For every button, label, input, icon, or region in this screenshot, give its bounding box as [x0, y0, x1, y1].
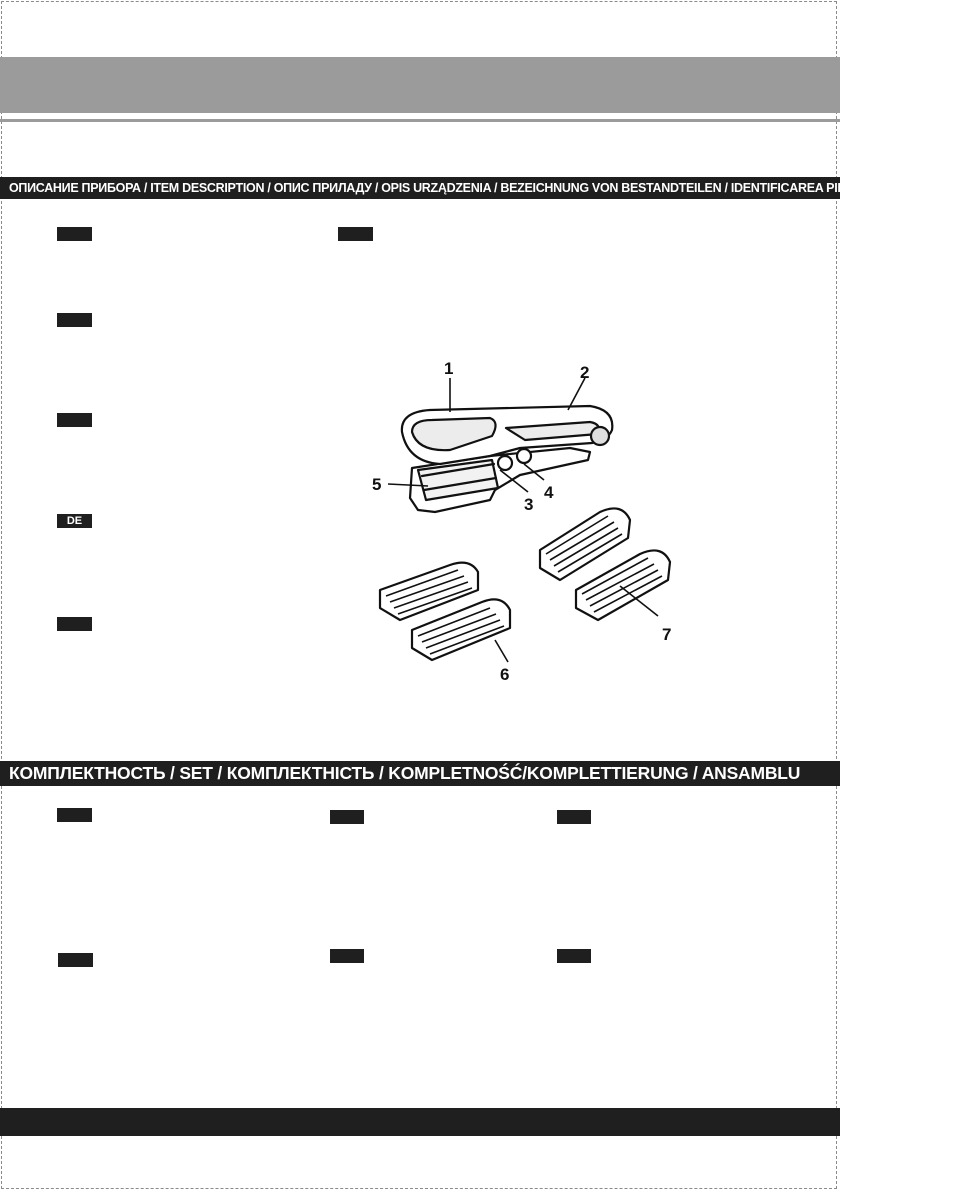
- lang-badge: [330, 949, 364, 963]
- footer-band: [0, 1108, 840, 1136]
- lang-badge: [57, 808, 92, 822]
- lang-badge: [57, 227, 92, 241]
- callout-5: 5: [372, 475, 382, 494]
- crimper-diagram: [340, 340, 740, 690]
- lang-badge-de: DE: [57, 514, 92, 528]
- lang-badge: [57, 617, 92, 631]
- lang-badge: [338, 227, 373, 241]
- callout-4: 4: [544, 483, 554, 502]
- power-button: [498, 456, 512, 470]
- callout-3: 3: [524, 495, 534, 514]
- lang-badge: [57, 413, 92, 427]
- callout-6: 6: [500, 665, 510, 684]
- lang-badge: [58, 953, 93, 967]
- lang-badge: [57, 313, 92, 327]
- header-rule: [0, 119, 840, 122]
- lang-badge: [557, 949, 591, 963]
- callout-2: 2: [580, 363, 590, 382]
- lang-badge: [557, 810, 591, 824]
- item-description-heading: ОПИСАНИЕ ПРИБОРА / ITEM DESCRIPTION / ОПИС ПРИЛАДУ / OPIS URZĄDZENIA / BEZEICHNUNG VON BESTANDTEILEN / IDENTIFICAREA PIESELOR COMPONENTE: [0, 177, 840, 199]
- indicator-light: [517, 449, 531, 463]
- callout-1: 1: [444, 359, 454, 378]
- callout-7: 7: [662, 625, 672, 644]
- set-heading: КОМПЛЕКТНОСТЬ / SET / КОМПЛЕКТНІСТЬ / KOMPLETNOŚĆ/KOMPLETTIERUNG / ANSAMBLU: [0, 761, 840, 786]
- lang-badge: [330, 810, 364, 824]
- header-band: [0, 57, 840, 113]
